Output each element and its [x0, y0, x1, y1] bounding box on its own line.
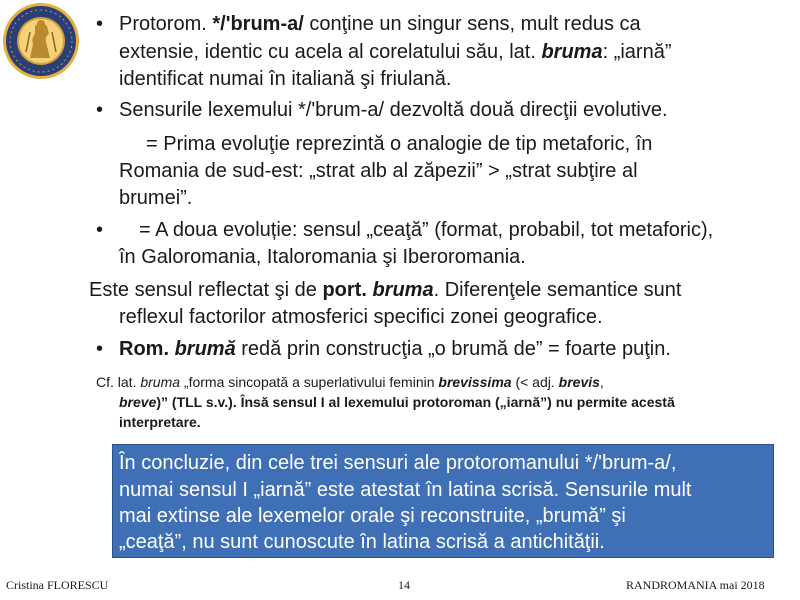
- footer-conference: RANDROMANIA mai 2018: [626, 578, 765, 592]
- note-line2: breve)” (TLL s.v.). Însă sensul I al lexemului protoroman („iarnă”) nu permite acestă: [119, 394, 675, 410]
- conclusion-line4: „ceaţă”, nu sunt cunoscute în latina scrisă a antichităţii.: [119, 531, 605, 553]
- para3-line3: brumei”.: [119, 187, 193, 209]
- conclusion-line3: mai extinse ale lexemelor orale şi reconstruite, „brumă” şi: [119, 505, 626, 527]
- bullet-1: •: [96, 13, 104, 35]
- para1-line2: extensie, identic cu acela al corelatului său, lat. bruma: „iarnă”: [119, 41, 672, 63]
- para2-line1: Sensurile lexemului */'brum-a/ dezvoltă două direcţii evolutive.: [119, 99, 668, 121]
- note-line3: interpretare.: [119, 414, 201, 430]
- para6-line1: Rom. brumă redă prin construcţia „o brumă de” = foarte puţin.: [119, 338, 671, 360]
- footer-page-number: 14: [398, 578, 410, 592]
- note-line1: Cf. lat. bruma „forma sincopată a superlativului feminin brevissima (< adj. brevis,: [96, 374, 604, 390]
- para1-line3: identificat numai în italiană şi friulană.: [119, 68, 452, 90]
- para3-line2: Romania de sud-est: „strat alb al zăpezii” > „strat subţire al: [119, 160, 638, 182]
- bullet-4: •: [96, 219, 104, 241]
- para5-line1: Este sensul reflectat şi de port. bruma. Diferenţele semantice sunt: [89, 279, 682, 301]
- conclusion-line1: În concluzie, din cele trei sensuri ale protoromanului */'brum-a/,: [119, 452, 677, 474]
- para4-line2: în Galoromania, Italoromania şi Iberoromania.: [119, 246, 526, 268]
- para1-line1: Protorom. */'brum-a/ conţine un singur sens, mult redus ca: [119, 13, 641, 35]
- para4-line1: = A doua evoluție: sensul „ceaţă” (format, probabil, tot metaforic),: [139, 219, 714, 241]
- bullet-2: •: [96, 99, 104, 121]
- footer-author: Cristina FLORESCU: [6, 578, 109, 592]
- bullet-6: •: [96, 338, 104, 360]
- conclusion-box: [112, 444, 774, 558]
- academy-seal-icon: [2, 2, 80, 80]
- para3-line1: = Prima evoluţie reprezintă o analogie de tip metaforic, în: [146, 133, 653, 155]
- para5-line2: reflexul factorilor atmosferici specifici zonei geografice.: [119, 306, 603, 328]
- conclusion-line2: numai sensul I „iarnă” este atestat în latina scrisă. Sensurile mult: [119, 479, 692, 501]
